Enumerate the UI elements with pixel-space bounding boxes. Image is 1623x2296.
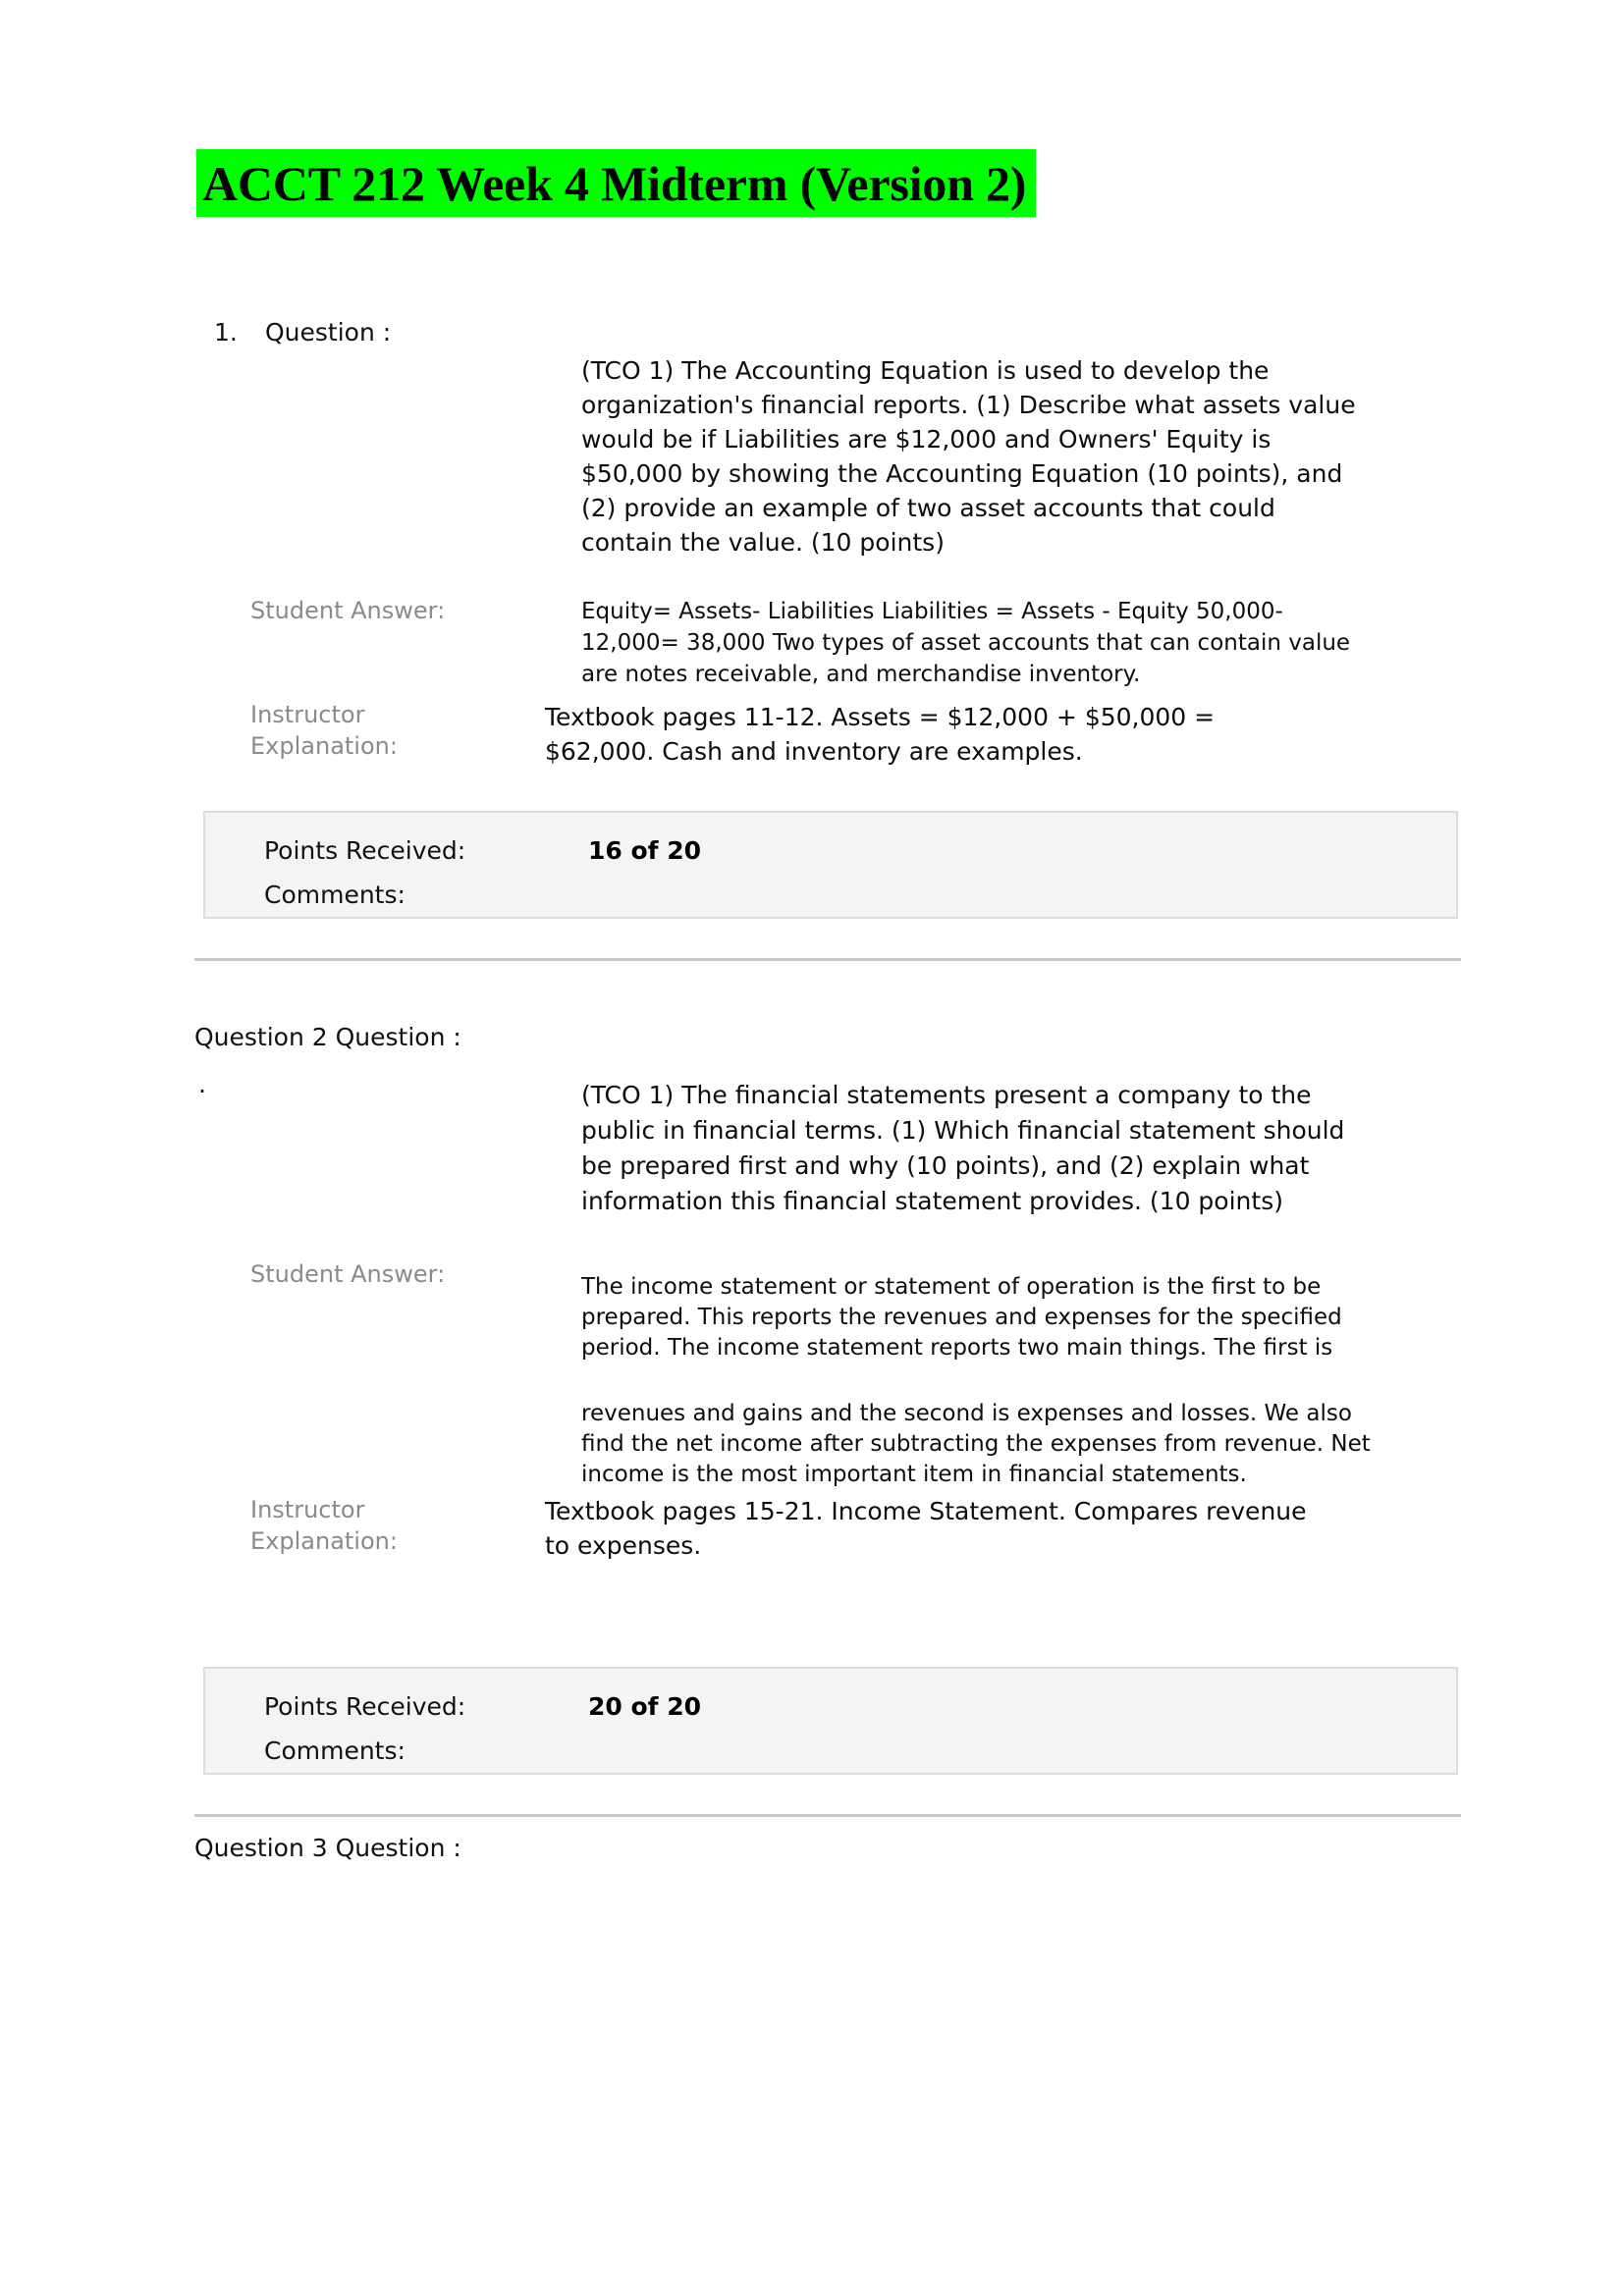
question-1-prompt-line-6: contain the value. (10 points) [581, 528, 945, 557]
question-2-student-answer-cont-line-2: find the net income after subtracting the expenses from revenue. Net [581, 1431, 1371, 1457]
document-title-container [0, 149, 1623, 217]
page-title: ACCT 212 Week 4 Midterm (Version 2) [196, 149, 1036, 217]
question-1-prompt-line-3: would be if Liabilities are $12,000 and Owners' Equity is [581, 425, 1271, 454]
question-2-comments-label: Comments: [264, 1736, 406, 1765]
question-1-instructor-explanation-label-line1: Instructor [250, 701, 365, 728]
question-2-points-received-label: Points Received: [264, 1692, 466, 1721]
question-2-student-answer-label: Student Answer: [250, 1260, 446, 1288]
question-2-separator [194, 1814, 1461, 1817]
question-2-instructor-explanation-label-line1: Instructor [250, 1496, 365, 1523]
question-2-prompt-line-2: public in financial terms. (1) Which financial statement should [581, 1116, 1345, 1145]
question-1-instructor-explanation-line-2: $62,000. Cash and inventory are examples. [545, 737, 1083, 766]
question-2-student-answer-cont-line-3: income is the most important item in financial statements. [581, 1462, 1247, 1487]
question-1-prompt-line-1: (TCO 1) The Accounting Equation is used to develop the [581, 356, 1270, 385]
question-1-header: Question : [265, 318, 392, 347]
question-2-student-answer-line-2: prepared. This reports the revenues and expenses for the specified [581, 1305, 1342, 1330]
question-1-separator [194, 958, 1461, 961]
question-2-instructor-explanation-line-1: Textbook pages 15-21. Income Statement. Compares revenue [545, 1497, 1307, 1525]
question-2-points-received-value: 20 of 20 [588, 1692, 702, 1721]
question-1-points-received-label: Points Received: [264, 836, 466, 865]
question-2-instructor-explanation-line-2: to expenses. [545, 1531, 702, 1560]
question-1-prompt-line-5: (2) provide an example of two asset accounts that could [581, 494, 1275, 522]
question-1-prompt-line-4: $50,000 by showing the Accounting Equation (10 points), and [581, 459, 1343, 488]
question-1-instructor-explanation-line-1: Textbook pages 11-12. Assets = $12,000 + $50,000 = [545, 703, 1216, 731]
question-3-header: Question 3 Question : [194, 1834, 461, 1862]
question-2-prompt-line-4: information this financial statement provides. (10 points) [581, 1187, 1283, 1215]
question-2-student-answer-line-1: The income statement or statement of operation is the first to be [581, 1274, 1322, 1300]
question-2-prompt-line-1: (TCO 1) The financial statements present a company to the [581, 1081, 1312, 1109]
question-1-prompt-line-2: organization's financial reports. (1) Describe what assets value [581, 391, 1356, 419]
question-1-student-answer-line-3: are notes receivable, and merchandise inventory. [581, 662, 1141, 687]
question-1-number: 1. [214, 318, 238, 347]
question-2-student-answer-cont-line-1: revenues and gains and the second is expenses and losses. We also [581, 1401, 1352, 1426]
question-2-points-panel [203, 1667, 1458, 1775]
question-2-student-answer-line-3: period. The income statement reports two main things. The first is [581, 1335, 1333, 1361]
question-1-student-answer-line-1: Equity= Assets- Liabilities Liabilities = Assets - Equity 50,000- [581, 599, 1283, 624]
question-2-header: Question 2 Question : [194, 1023, 461, 1051]
question-1-student-answer-label: Student Answer: [250, 597, 446, 624]
question-1-instructor-explanation-label-line2: Explanation: [250, 732, 398, 760]
question-2-prompt-line-3: be prepared first and why (10 points), and (2) explain what [581, 1151, 1310, 1180]
question-1-points-received-value: 16 of 20 [588, 836, 702, 865]
question-1-points-panel [203, 811, 1458, 919]
question-2-number: . [198, 1070, 206, 1098]
question-1-student-answer-line-2: 12,000= 38,000 Two types of asset accounts that can contain value [581, 630, 1351, 656]
question-2-instructor-explanation-label-line2: Explanation: [250, 1527, 398, 1555]
question-1-comments-label: Comments: [264, 881, 406, 909]
